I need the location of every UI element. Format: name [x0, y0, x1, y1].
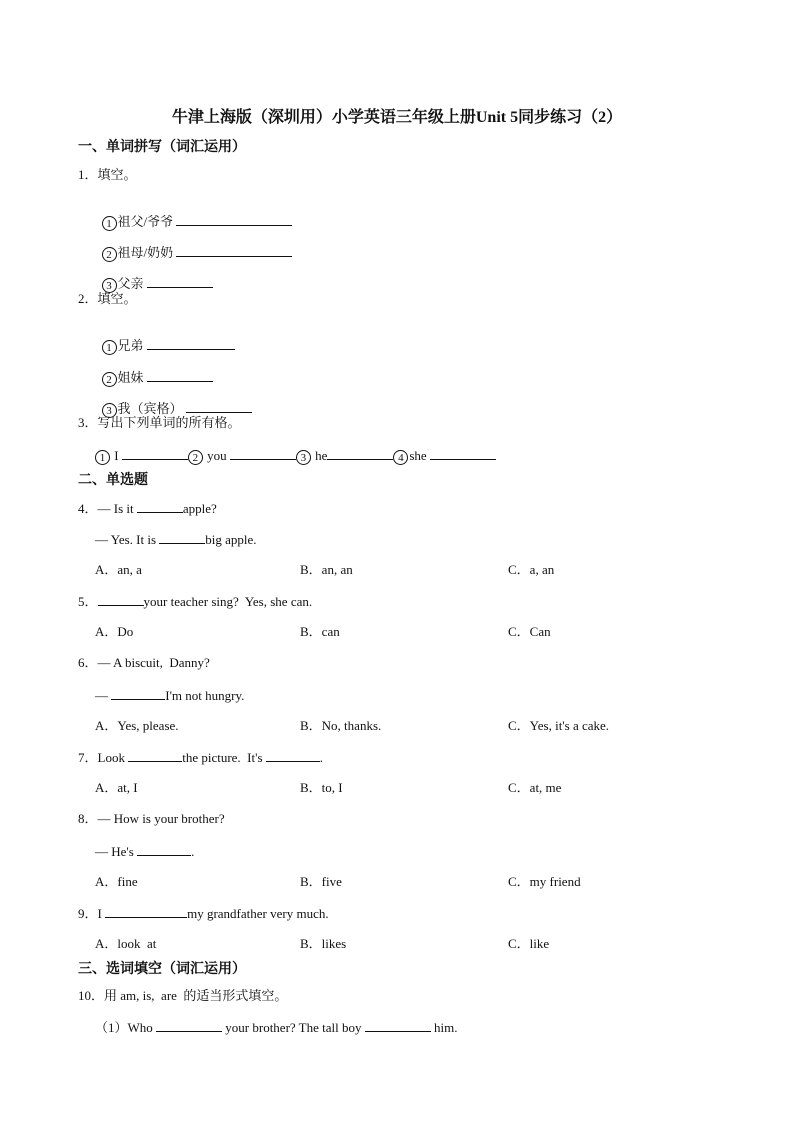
section-heading-3: 三、选词填空（词汇运用）: [78, 962, 246, 977]
item-label: you: [207, 448, 227, 463]
answer-blank[interactable]: [159, 531, 205, 544]
answer-blank[interactable]: [128, 749, 182, 762]
answer-blank[interactable]: [186, 400, 252, 413]
answer-blank[interactable]: [327, 447, 393, 460]
option-b[interactable]: B．five: [300, 874, 342, 889]
answer-blank[interactable]: [147, 337, 235, 350]
question-text: 7．Look: [78, 750, 129, 765]
item-label: 祖父/爷爷: [117, 214, 174, 229]
section-heading-2: 二、单选题: [78, 473, 148, 488]
answer-blank[interactable]: [137, 500, 183, 513]
question-6-line-1: 6．— A biscuit, Danny?: [78, 655, 210, 670]
question-text: 4．— Is it: [78, 501, 137, 516]
question-2-item-3: [95, 384, 252, 418]
question-text: .: [191, 844, 195, 859]
question-text: — He's: [95, 844, 138, 859]
question-2-item-1: [95, 321, 235, 355]
question-5-line-1: [78, 593, 312, 610]
answer-blank[interactable]: [105, 905, 187, 918]
question-10-sentence-1: [95, 1019, 458, 1036]
question-text: — Yes. It is: [95, 532, 160, 547]
question-8-line-2: [95, 843, 194, 860]
answer-blank[interactable]: [266, 749, 320, 762]
question-text: apple?: [182, 501, 217, 516]
item-label: I: [114, 448, 119, 463]
option-c[interactable]: C．like: [508, 936, 550, 951]
item-label: 姐妹: [117, 370, 144, 385]
question-text: him.: [430, 1020, 458, 1035]
question-text: the picture. It's: [182, 750, 266, 765]
answer-blank[interactable]: [111, 687, 165, 700]
item-number: 2: [188, 450, 203, 465]
option-b[interactable]: B．to, I: [300, 780, 343, 795]
item-number: 1: [95, 450, 110, 465]
option-c[interactable]: C．at, me: [508, 780, 562, 795]
item-number: 1: [102, 216, 117, 231]
item-label: 兄弟: [117, 338, 144, 353]
option-c[interactable]: C．a, an: [508, 562, 555, 577]
answer-blank[interactable]: [230, 447, 296, 460]
question-10-stem: 10．用 am, is, are 的适当形式填空。: [78, 988, 288, 1003]
question-1-item-2: [95, 228, 292, 262]
answer-blank[interactable]: [176, 213, 292, 226]
page-title: 牛津上海版（深圳用）小学英语三年级上册Unit 5同步练习（2）: [171, 109, 623, 126]
option-a[interactable]: A．Do: [95, 624, 134, 639]
answer-blank[interactable]: [98, 593, 144, 606]
item-label: 父亲: [117, 276, 144, 291]
item-number: 3: [102, 278, 117, 293]
option-a[interactable]: A．an, a: [95, 562, 142, 577]
option-a[interactable]: A．at, I: [95, 780, 138, 795]
option-b[interactable]: B．can: [300, 624, 340, 639]
question-4-line-2: [95, 531, 257, 548]
answer-blank[interactable]: [147, 275, 213, 288]
question-text: —: [95, 688, 112, 703]
option-c[interactable]: C．my friend: [508, 874, 581, 889]
item-number: 4: [393, 450, 408, 465]
item-number: 1: [102, 340, 117, 355]
answer-blank[interactable]: [365, 1019, 431, 1032]
question-text: my grandfather very much.: [187, 906, 329, 921]
question-3-items: [95, 447, 496, 465]
question-6-line-2: [95, 687, 244, 704]
option-b[interactable]: B．likes: [300, 936, 347, 951]
question-text: 9．I: [78, 906, 106, 921]
question-text: 5．: [78, 594, 98, 609]
item-label: 我（宾格）: [117, 401, 183, 416]
question-text: （1）Who: [95, 1020, 157, 1035]
item-number: 3: [102, 403, 117, 418]
answer-blank[interactable]: [176, 244, 292, 257]
question-3-stem: 3．写出下列单词的所有格。: [78, 415, 241, 430]
question-text: big apple.: [205, 532, 257, 547]
question-1-stem: 1．填空。: [78, 167, 137, 182]
question-text: your brother? The tall boy: [222, 1020, 365, 1035]
item-number: 2: [102, 372, 117, 387]
option-a[interactable]: A．look at: [95, 936, 157, 951]
question-1-item-3: [95, 259, 213, 293]
section-heading-1: 一、单词拼写（词汇运用）: [78, 140, 246, 155]
item-label: 祖母/奶奶: [117, 245, 174, 260]
question-text: I'm not hungry.: [165, 688, 245, 703]
answer-blank[interactable]: [147, 369, 213, 382]
option-c[interactable]: C．Can: [508, 624, 551, 639]
question-7-line-1: [78, 749, 323, 766]
item-number: 3: [296, 450, 311, 465]
question-9-line-1: [78, 905, 329, 922]
question-2-item-2: [95, 353, 213, 387]
answer-blank[interactable]: [137, 843, 191, 856]
question-1-item-1: [95, 197, 292, 231]
answer-blank[interactable]: [156, 1019, 222, 1032]
item-label: he: [315, 448, 328, 463]
question-8-line-1: 8．— How is your brother?: [78, 811, 225, 826]
answer-blank[interactable]: [430, 447, 496, 460]
question-text: your teacher sing? Yes, she can.: [143, 594, 313, 609]
option-b[interactable]: B．an, an: [300, 562, 353, 577]
option-a[interactable]: A．Yes, please.: [95, 718, 179, 733]
option-a[interactable]: A．fine: [95, 874, 138, 889]
answer-blank[interactable]: [122, 447, 188, 460]
option-c[interactable]: C．Yes, it's a cake.: [508, 718, 610, 733]
question-4-line-1: [78, 500, 217, 517]
item-label: she: [409, 448, 427, 463]
question-text: .: [319, 750, 324, 765]
item-number: 2: [102, 247, 117, 262]
question-2-stem: 2．填空。: [78, 291, 137, 306]
option-b[interactable]: B．No, thanks.: [300, 718, 382, 733]
